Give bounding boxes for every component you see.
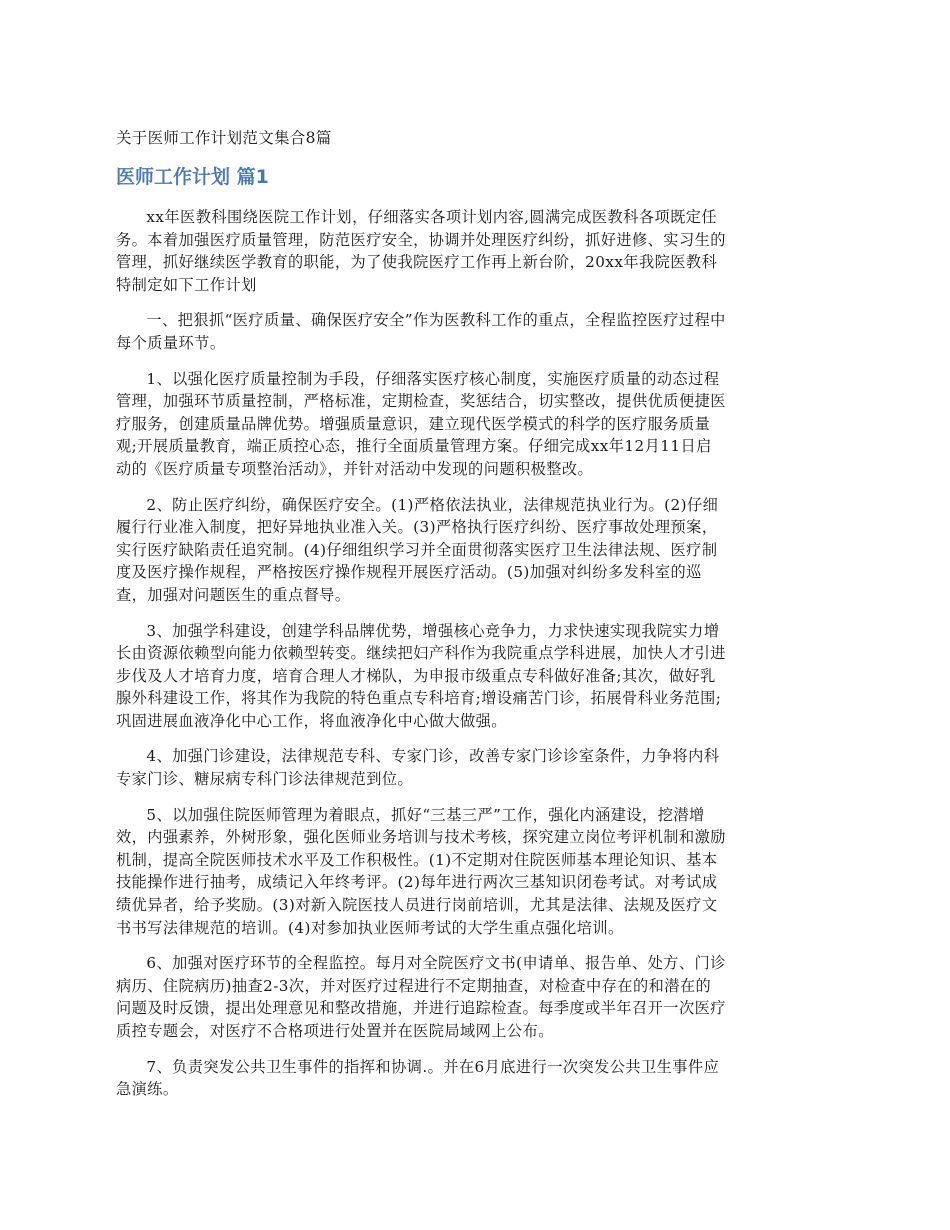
document-body	[116, 206, 838, 1114]
document-title: 关于医师工作计划范文集合8篇	[116, 129, 332, 147]
paragraph	[116, 494, 838, 607]
paragraph	[116, 309, 838, 354]
paragraph	[116, 620, 838, 733]
paragraph-line: 7、负责突发公共卫生事件的指挥和协调.。并在6月底进行一次突发公共卫生事件应	[146, 1057, 720, 1076]
paragraph-line: 观;开展质量教育，端正质控心态，推行全面质量管理方案。仔细完成xx年12月11日启	[116, 437, 712, 456]
paragraph	[116, 368, 838, 481]
paragraph-line: 机制，提高全院医师技术水平及工作积极性。(1)不定期对住院医师基本理论知识、基本	[116, 850, 718, 869]
section-heading: 医师工作计划 篇1	[116, 166, 269, 188]
paragraph-line: 步伐及人才培育力度，培育合理人才梯队，为申报市级重点专科做好准备;其次，做好乳	[116, 666, 716, 685]
paragraph-line: 绩优异者，给予奖励。(3)对新入院医技人员进行岗前培训，尤其是法律、法规及医疗文	[116, 896, 718, 915]
paragraph-line: 急演练。	[116, 1080, 179, 1099]
paragraph-line: 度及医疗操作规程，严格按医疗操作规程开展医疗活动。(5)加强对纠纷多发科室的巡	[116, 563, 702, 582]
paragraph-line: 特制定如下工作计划	[116, 275, 257, 294]
paragraph	[116, 804, 838, 940]
paragraph	[116, 1056, 838, 1101]
paragraph-line: 一、把狠抓“医疗质量、确保医疗安全”作为医教科工作的重点，全程监控医疗过程中	[146, 311, 726, 330]
paragraph-line: 管理，抓好继续医学教育的职能，为了使我院医疗工作再上新台阶，20xx年我院医教科	[116, 253, 718, 272]
paragraph-line: 2、防止医疗纠纷，确保医疗安全。(1)严格依法执业，法律规范执业行为。(2)仔细	[146, 495, 719, 514]
paragraph-line: 3、加强学科建设，创建学科品牌优势，增强核心竞争力，力求快速实现我院实力增	[146, 621, 720, 640]
paragraph-line: 查，加强对问题医生的重点督导。	[116, 585, 351, 604]
paragraph-line: 病历、住院病历)抽查2-3次，并对医疗过程进行不定期抽查，对检查中存在的和潜在的	[116, 976, 712, 995]
paragraph-line: 动的《医疗质量专项整治活动》，并针对活动中发现的问题积极整改。	[116, 459, 594, 478]
paragraph-line: 务。本着加强医疗质量管理，防范医疗安全，协调并处理医疗纠纷，抓好进修、实习生的	[116, 230, 726, 249]
paragraph-line: 6、加强对医疗环节的全程监控。每月对全院医疗文书(申请单、报告单、处方、门诊	[146, 954, 726, 973]
paragraph-line: 实行医疗缺陷责任追究制。(4)仔细组织学习并全面贯彻落实医疗卫生法律法规、医疗制	[116, 540, 718, 559]
paragraph-line: 长由资源依赖型向能力依赖型转变。继续把妇产科作为我院重点学科进展，加快人才引进	[116, 644, 726, 663]
paragraph-line: 巩固进展血液净化中心工作，将血液净化中心做大做强。	[116, 711, 507, 730]
paragraph-line: 问题及时反馈，提出处理意见和整改措施，并进行追踪检查。每季度或半年召开一次医疗	[116, 999, 726, 1018]
paragraph-line: 技能操作进行抽考，成绩记入年终考评。(2)每年进行两次三基知识闭卷考试。对考试成	[116, 873, 718, 892]
paragraph-line: 效，内强素养，外树形象，强化医师业务培训与技术考核，探究建立岗位考评机制和激励	[116, 828, 726, 847]
paragraph-line: 腺外科建设工作，将其作为我院的特色重点专科培育;增设痛苦门诊，拓展骨科业务范围;	[116, 689, 722, 708]
paragraph-line: 4、加强门诊建设，法律规范专科、专家门诊，改善专家门诊诊室条件，力争将内科	[146, 747, 720, 766]
paragraph-line: xx年医教科围绕医院工作计划，仔细落实各项计划内容,圆满完成医教科各项既定任	[146, 208, 718, 226]
paragraph-line: 书书写法律规范的培训。(4)对参加执业医师考试的大学生重点强化培训。	[116, 918, 624, 937]
paragraph-line: 5、以加强住院医师管理为着眼点，抓好“三基三严”工作，强化内涵建设，挖潜增	[146, 805, 705, 824]
paragraph-line: 1、以强化医疗质量控制为手段，仔细落实医疗核心制度，实施医疗质量的动态过程	[146, 369, 720, 388]
paragraph-line: 疗服务，创建质量品牌优势。增强质量意识，建立现代医学模式的科学的医疗服务质量	[116, 414, 711, 433]
paragraph	[116, 952, 838, 1042]
paragraph-line: 管理，加强环节质量控制，严格标准，定期检查，奖惩结合，切实整改，提供优质便捷医	[116, 392, 726, 411]
paragraph-line: 每个质量环节。	[116, 333, 226, 352]
paragraph-line: 履行行业准入制度，把好异地执业准入关。(3)严格执行医疗纠纷、医疗事故处理预案，	[116, 518, 718, 537]
paragraph	[116, 206, 838, 296]
paragraph-line: 质控专题会，对医疗不合格项进行处置并在医院局域网上公布。	[116, 1022, 554, 1040]
paragraph-line: 专家门诊、糖尿病专科门诊法律规范到位。	[116, 770, 414, 789]
paragraph	[116, 745, 838, 790]
